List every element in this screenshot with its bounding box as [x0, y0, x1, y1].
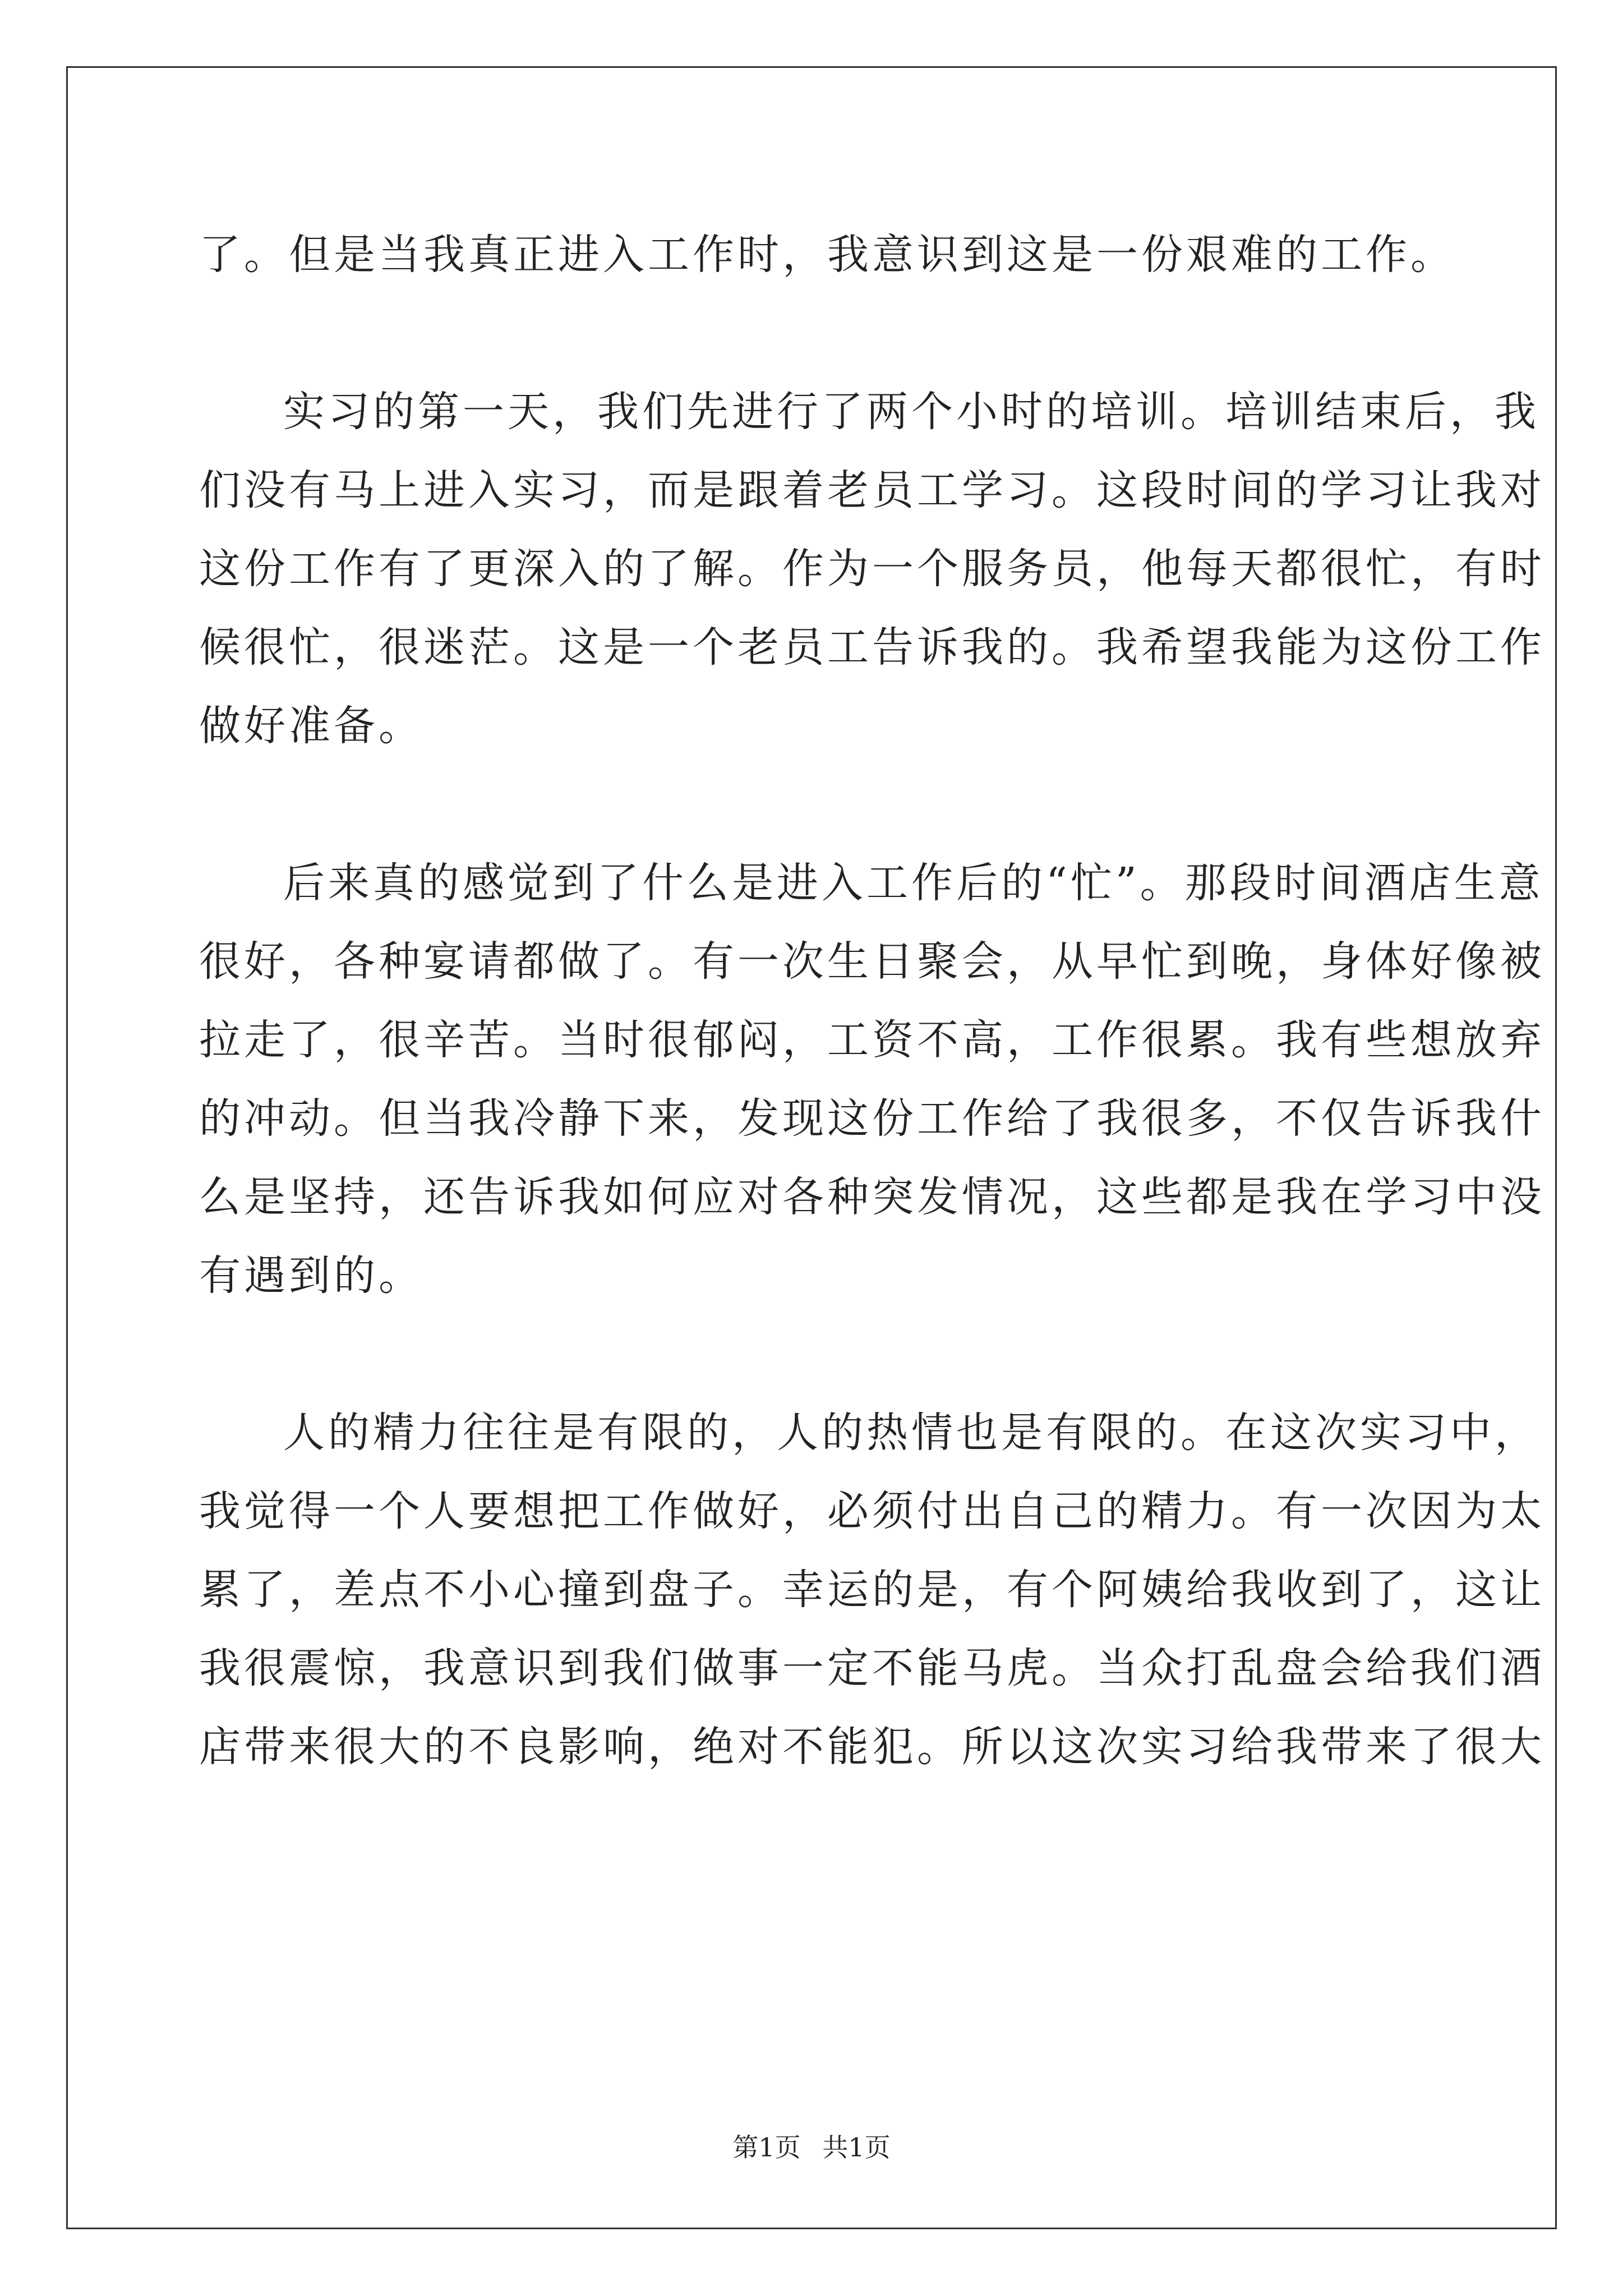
text-line: 人的精力往往是有限的，人的热情也是有限的。在这次实习中， [283, 1409, 1539, 1457]
page-footer [0, 2127, 1623, 2164]
text-line: 我很震惊，我意识到我们做事一定不能马虎。当众打乱盘会给我们酒 [199, 1644, 1545, 1692]
text-line: 们没有马上进入实习，而是跟着老员工学习。这段时间的学习让我对 [199, 466, 1545, 514]
page-number: 第1页 [732, 2132, 801, 2162]
text-line: 累了，差点不小心撞到盘子。幸运的是，有个阿姨给我收到了，这让 [199, 1566, 1545, 1614]
paragraph-gap [199, 1315, 1422, 1393]
text-line: 实习的第一天，我们先进行了两个小时的培训。培训结束后，我 [283, 388, 1539, 436]
text-line: 店带来很大的不良影响，绝对不能犯。所以这次实习给我带来了很大 [199, 1723, 1545, 1771]
text-line: 很好，各种宴请都做了。有一次生日聚会，从早忙到晚，身体好像被 [199, 937, 1545, 986]
paragraph-gap [199, 294, 1422, 372]
text-line: 这份工作有了更深入的了解。作为一个服务员，他每天都很忙，有时 [199, 545, 1545, 593]
document-body [199, 215, 1545, 1786]
text-line: 做好准备。 [199, 702, 423, 750]
text-line: 我觉得一个人要想把工作做好，必须付出自己的精力。有一次因为太 [199, 1487, 1545, 1535]
text-line: 么是坚持，还告诉我如何应对各种突发情况，这些都是我在学习中没 [199, 1173, 1545, 1221]
text-line: 后来真的感觉到了什么是进入工作后的“忙”。那段时间酒店生意 [283, 859, 1544, 907]
text-line: 拉走了，很辛苦。当时很郁闷，工资不高，工作很累。我有些想放弃 [199, 1016, 1545, 1064]
page-total: 共1页 [822, 2132, 891, 2162]
text-line: 的冲动。但当我冷静下来，发现这份工作给了我很多，不仅告诉我什 [199, 1094, 1545, 1143]
text-line: 候很忙，很迷茫。这是一个老员工告诉我的。我希望我能为这份工作 [199, 623, 1545, 671]
paragraph-gap [199, 765, 1422, 844]
text-line: 有遇到的。 [199, 1251, 423, 1300]
text-line: 了。但是当我真正进入工作时，我意识到这是一份艰难的工作。 [199, 231, 1455, 279]
